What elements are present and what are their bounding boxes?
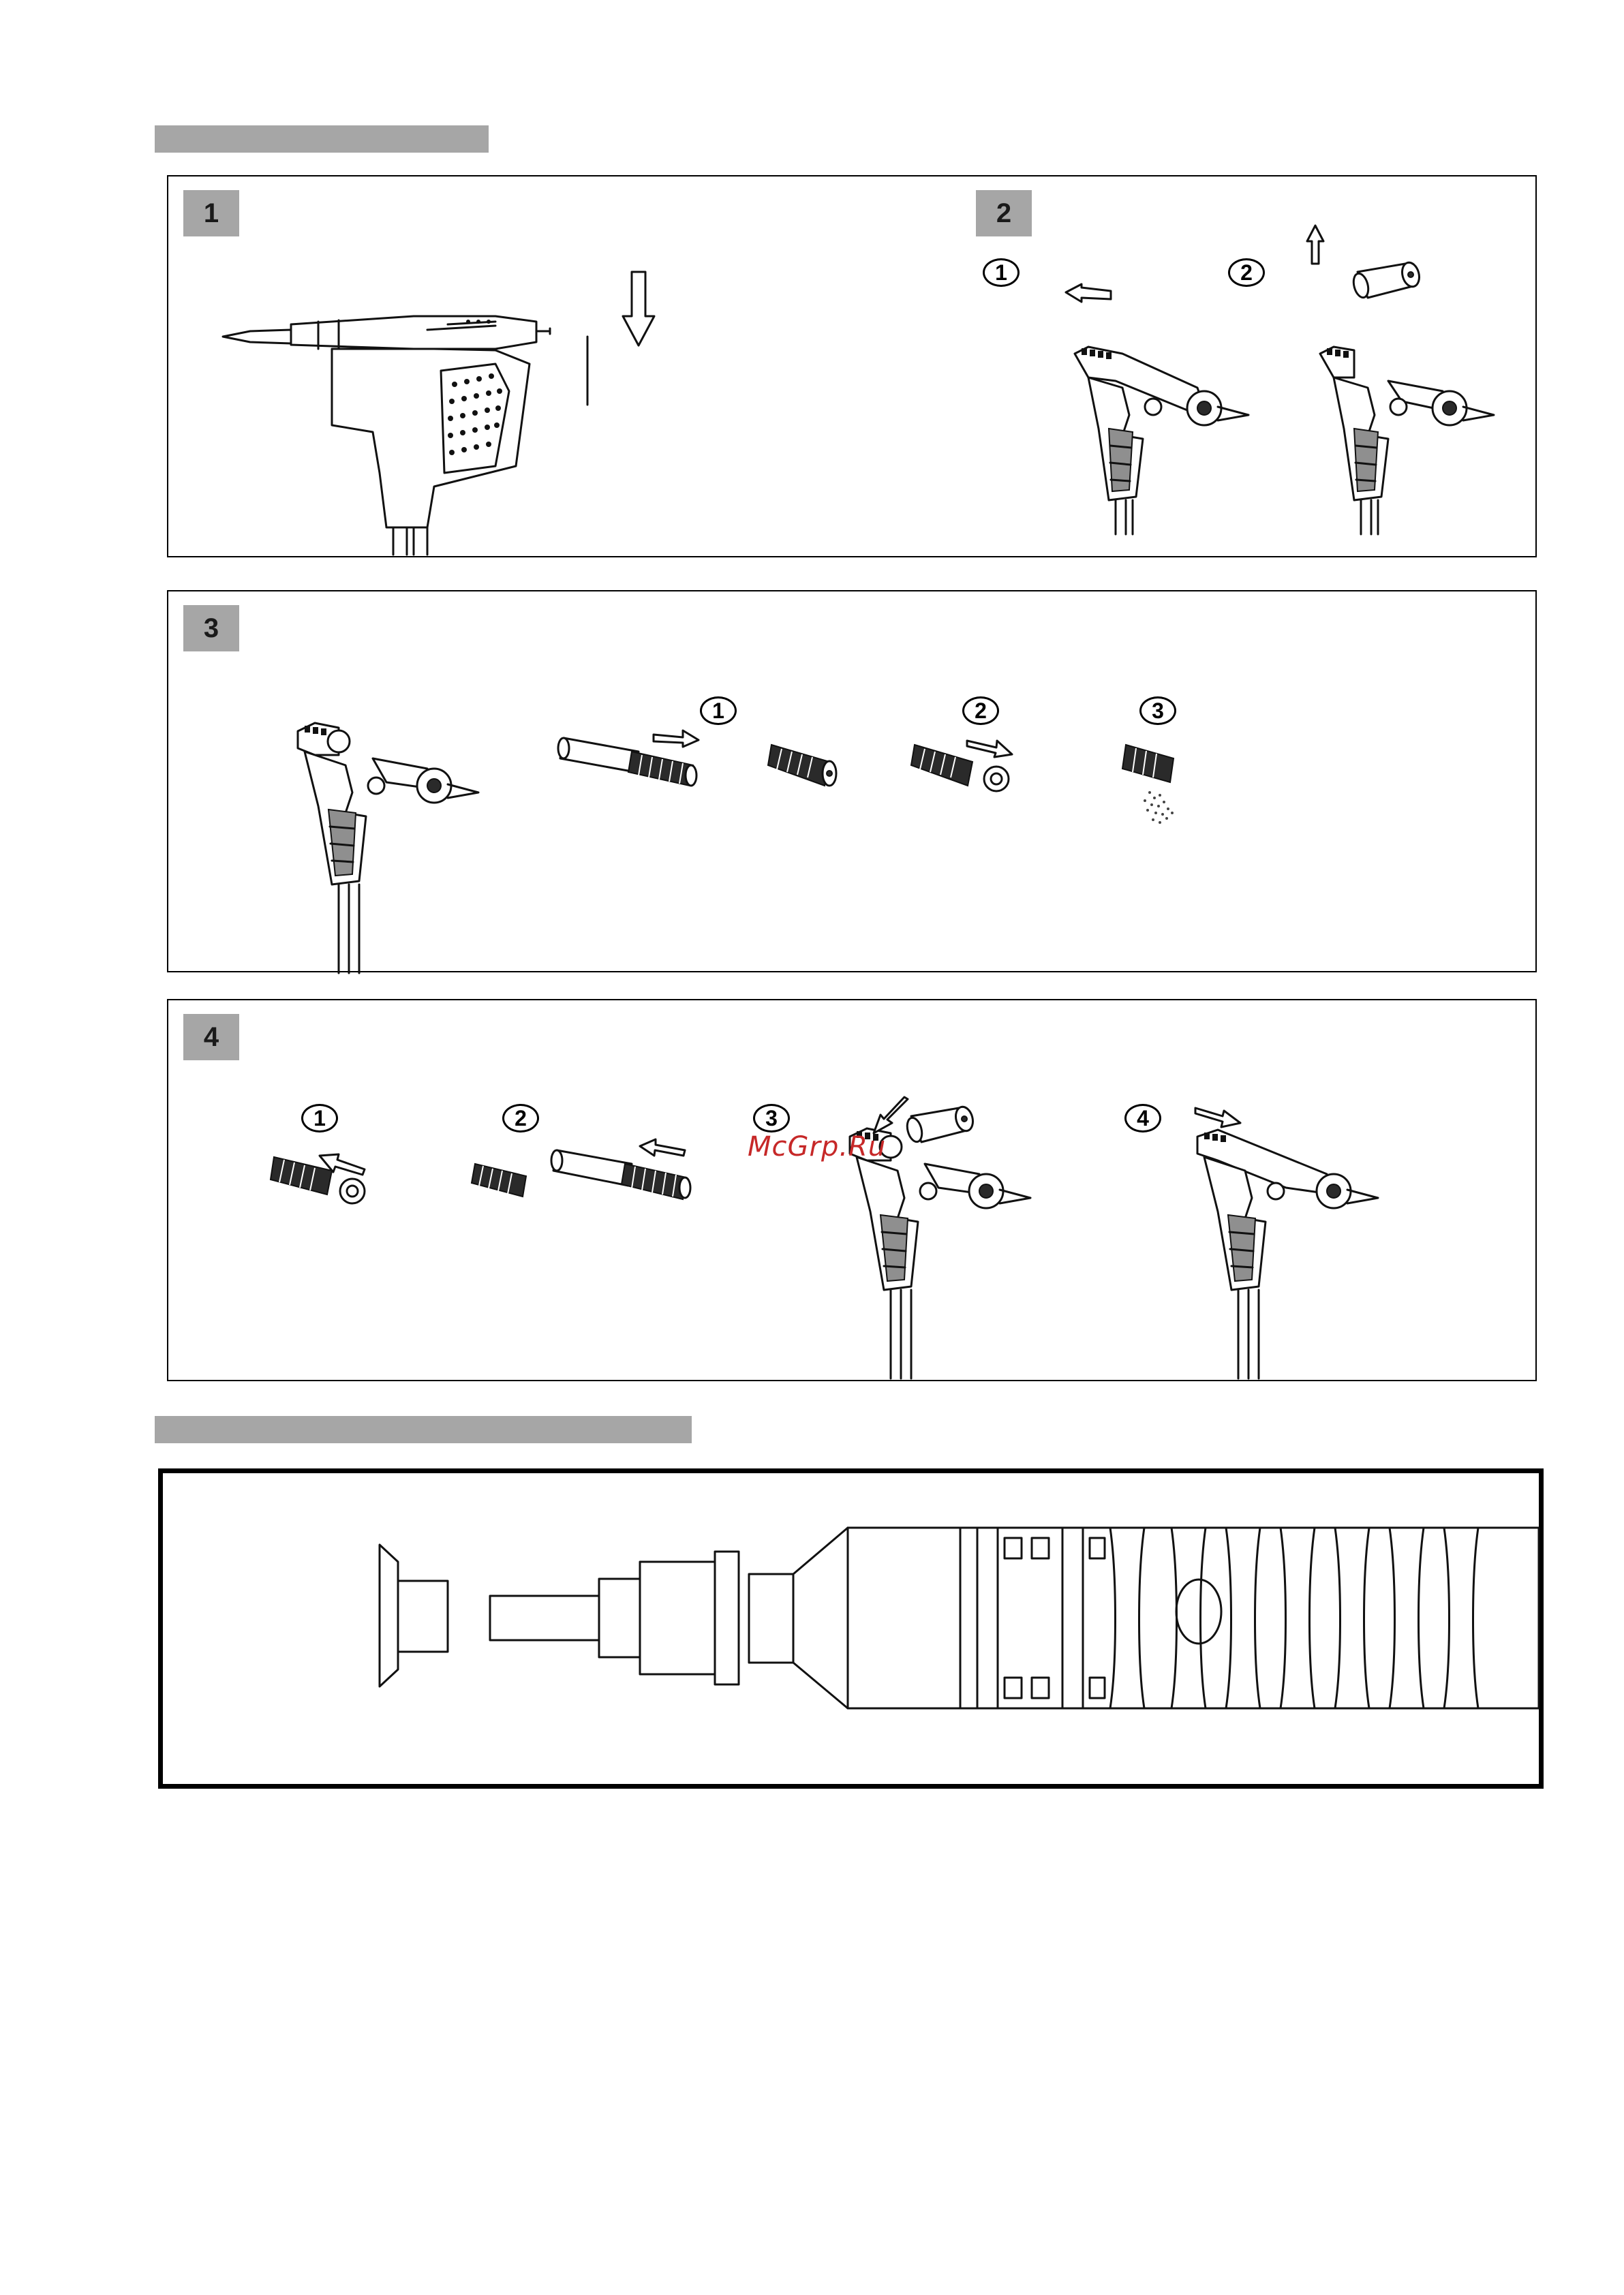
desoldering-gun-step2-1-illustration bbox=[1034, 292, 1252, 538]
filter-debris-illustration bbox=[1112, 738, 1194, 833]
substep-2-1: 1 bbox=[983, 258, 1020, 287]
left-arrow-icon bbox=[318, 1149, 366, 1176]
substep-4-4: 4 bbox=[1124, 1104, 1161, 1133]
left-arrow-icon bbox=[639, 1137, 686, 1157]
panel-step-4 bbox=[167, 999, 1537, 1381]
up-arrow-icon bbox=[1305, 224, 1326, 265]
right-arrow-icon bbox=[966, 738, 1013, 758]
step-badge-4: 4 bbox=[183, 1014, 239, 1060]
panel-step-3 bbox=[167, 590, 1537, 972]
substep-4-2: 2 bbox=[502, 1104, 539, 1133]
right-arrow-icon bbox=[652, 728, 700, 748]
section-header-bar-1 bbox=[155, 125, 489, 153]
substep-3-2: 2 bbox=[962, 696, 999, 725]
nozzle-exploded-view-illustration bbox=[163, 1473, 1539, 1784]
step-badge-3: 3 bbox=[183, 605, 239, 651]
substep-4-3: 3 bbox=[753, 1104, 790, 1133]
step-badge-1: 1 bbox=[183, 190, 239, 236]
substep-3-1: 1 bbox=[700, 696, 737, 725]
filter-spring-illustration bbox=[765, 738, 846, 792]
watermark-text: McGrp.Ru bbox=[748, 1131, 887, 1162]
substep-2-2: 2 bbox=[1228, 258, 1265, 287]
substep-4-1: 1 bbox=[301, 1104, 338, 1133]
right-arrow-icon bbox=[1194, 1103, 1242, 1130]
step-badge-2: 2 bbox=[976, 190, 1032, 236]
section-header-bar-2 bbox=[155, 1416, 692, 1443]
panel-nozzle-exploded-view bbox=[158, 1468, 1544, 1789]
left-arrow-icon bbox=[1064, 284, 1112, 305]
desoldering-gun-step2-2-illustration bbox=[1279, 292, 1497, 538]
desoldering-gun-step3-illustration bbox=[264, 718, 482, 976]
desoldering-gun-step4-4-illustration bbox=[1163, 1123, 1381, 1382]
desoldering-gun-large-illustration bbox=[209, 268, 591, 555]
filter-tube-illustration bbox=[1351, 258, 1426, 306]
down-arrow-icon bbox=[622, 272, 656, 347]
filter-tube-illustration bbox=[904, 1103, 979, 1150]
panel-steps-1-2 bbox=[167, 175, 1537, 557]
substep-3-3: 3 bbox=[1139, 696, 1176, 725]
